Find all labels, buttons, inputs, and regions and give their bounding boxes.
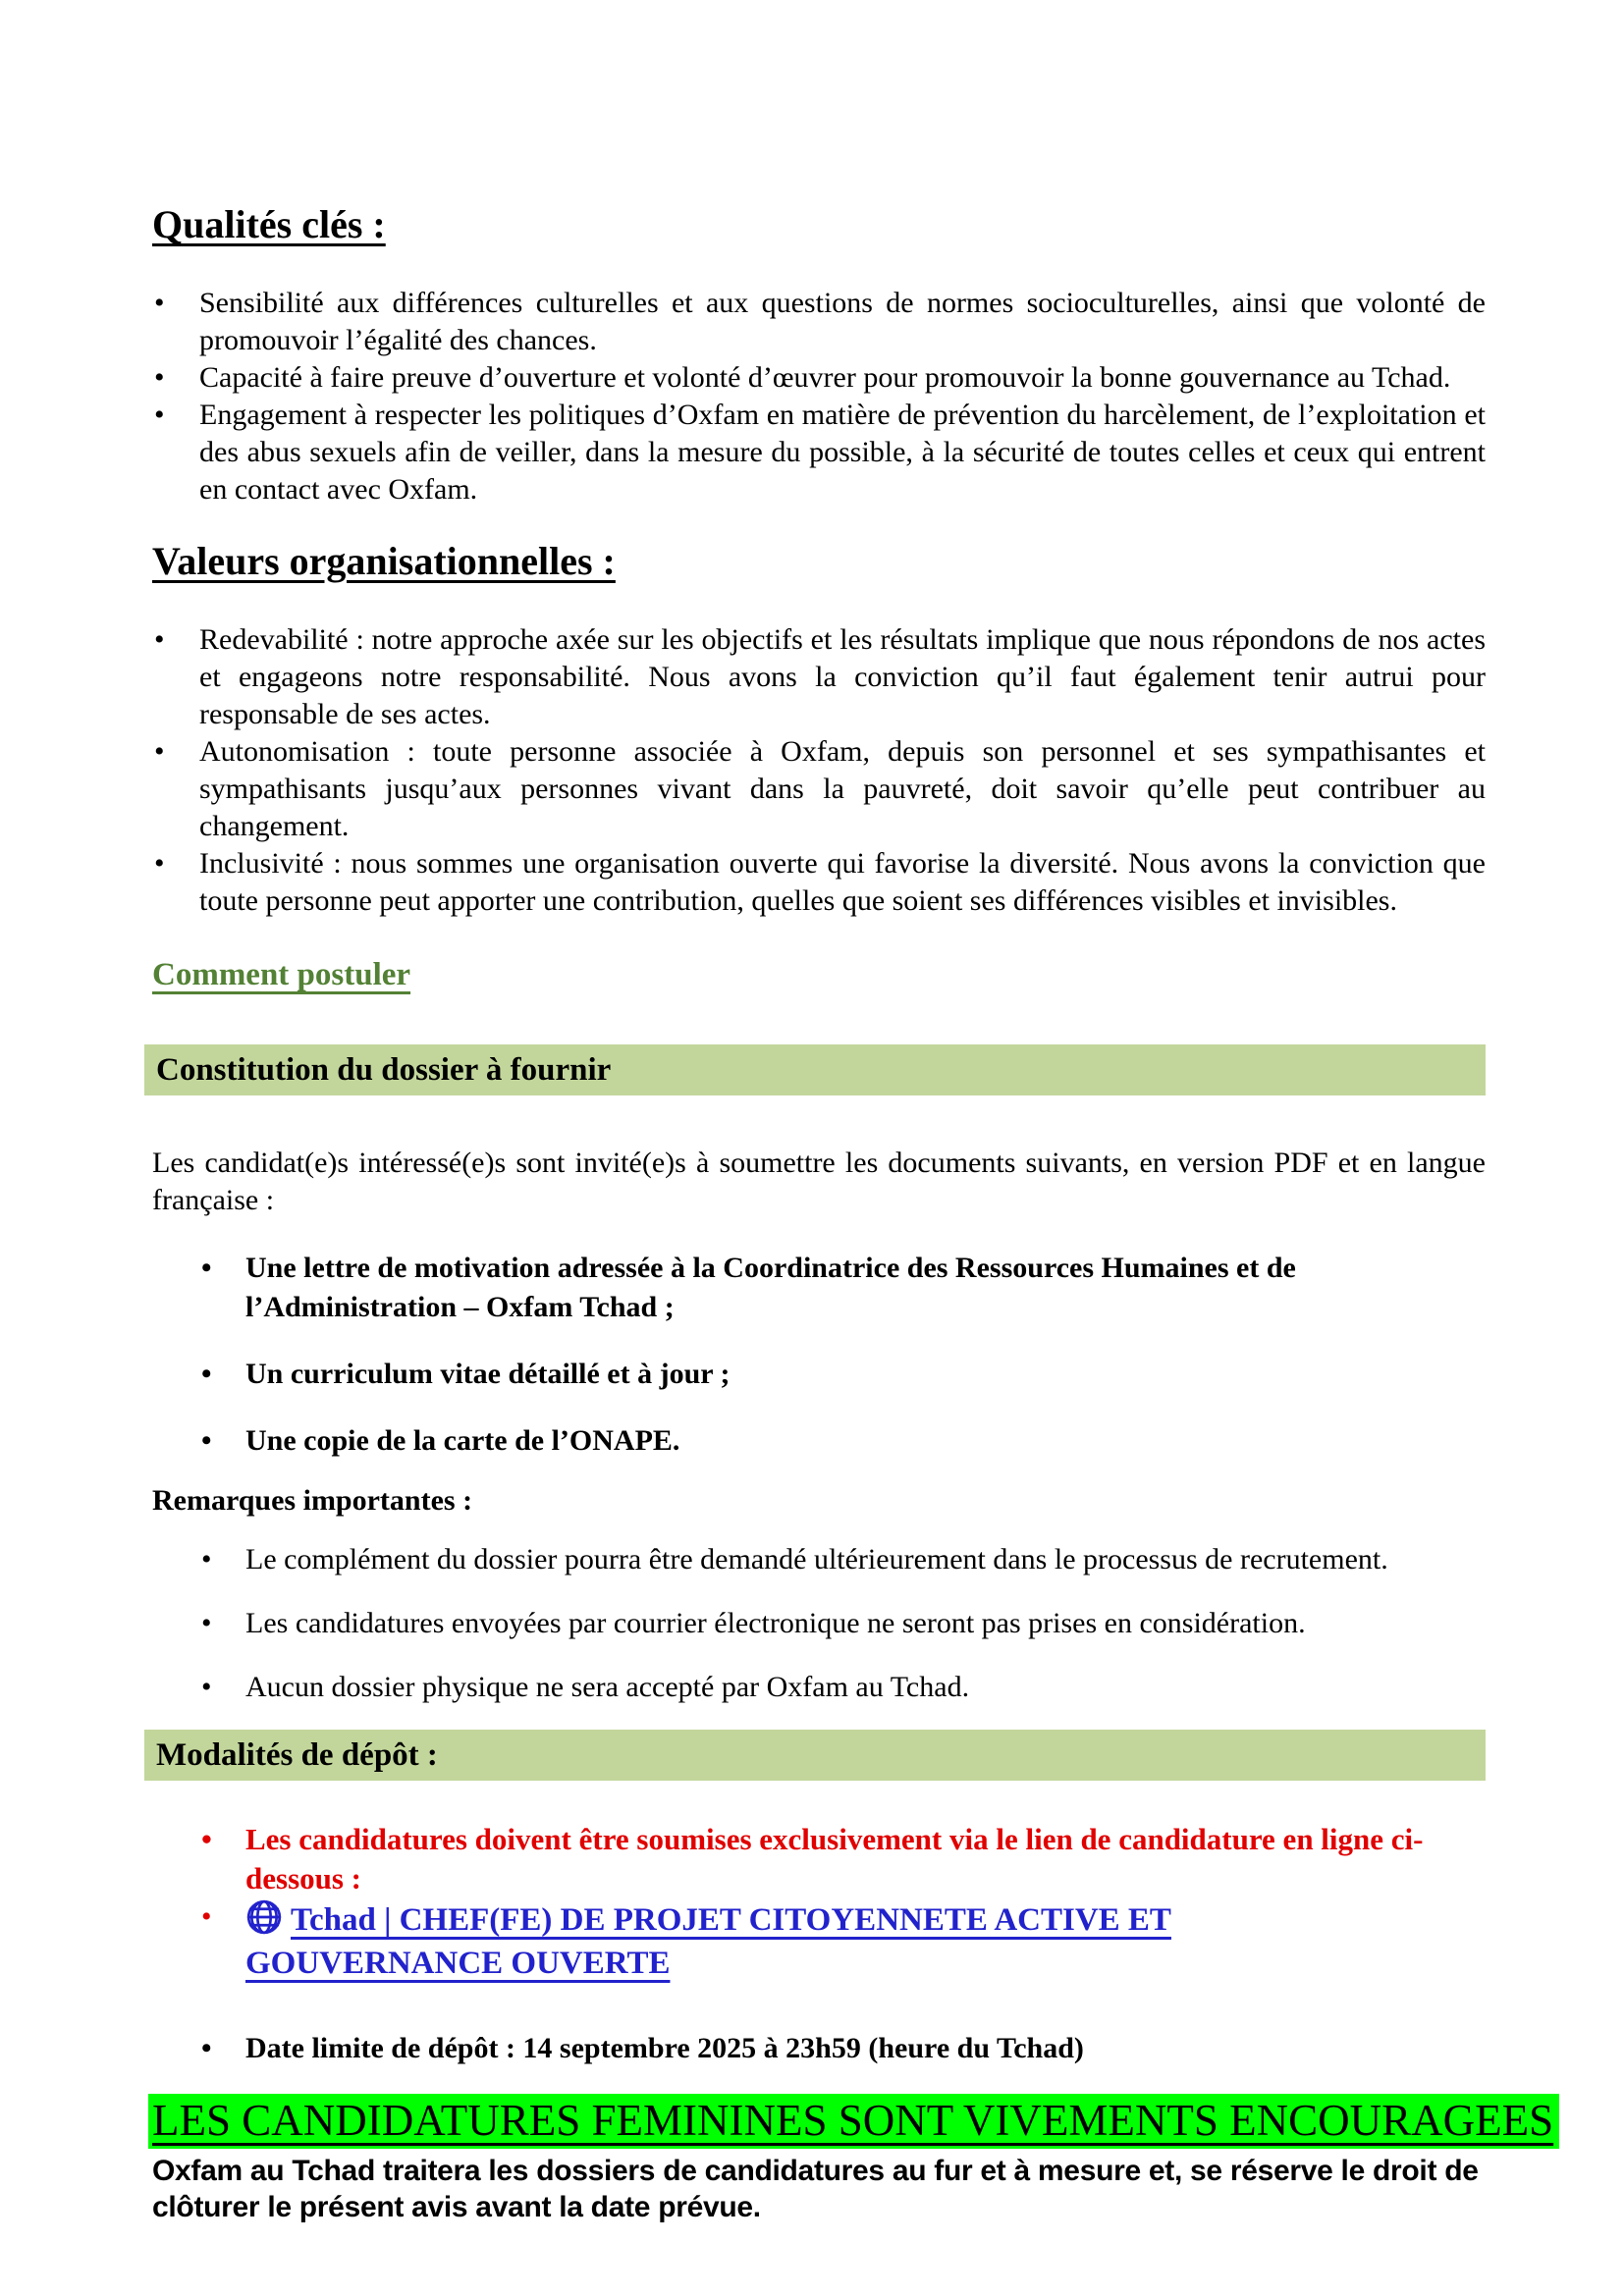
globe-icon — [245, 1898, 283, 1936]
valeurs-list — [152, 621, 1486, 920]
application-link[interactable] — [245, 1898, 1384, 1985]
constitution-header: Constitution du dossier à fournir — [144, 1044, 1486, 1095]
list-item: • Inclusivité : nous sommes une organisation ouverte qui favorise la diversité. Nous avons la conviction que toute personne peut apporter une contribution, quelles que soient ses différences visibles et invisibles. — [152, 845, 1486, 920]
encouragement-banner: LES CANDIDATURES FEMININES SONT VIVEMENTS ENCOURAGEES — [148, 2094, 1559, 2149]
qualites-list — [152, 285, 1486, 508]
list-item: • Un curriculum vitae détaillé et à jour ; — [201, 1355, 1404, 1394]
section-title-valeurs: Valeurs organisationnelles : — [152, 539, 616, 583]
modalites-list — [152, 1820, 1486, 2067]
list-item: • Une lettre de motivation adressée à la Coordinatrice des Ressources Humaines et de l’Administration – Oxfam Tchad ; — [201, 1249, 1404, 1327]
list-item: • Sensibilité aux différences culturelles et aux questions de normes socioculturelles, ainsi que volonté de promouvoir l’égalité des chances. — [152, 285, 1486, 359]
list-item: • Capacité à faire preuve d’ouverture et volonté d’œuvrer pour promouvoir la bonne gouvernance au Tchad. — [152, 359, 1486, 397]
constitution-intro: Les candidat(e)s intéressé(e)s sont invité(e)s à soumettre les documents suivants, en version PDF et en langue française : — [152, 1147, 1486, 1216]
list-item: • Redevabilité : notre approche axée sur les objectifs et les résultats implique que nous répondons de nos actes et engageons notre responsabilité. Nous avons la conviction qu’il faut également tenir autrui pour responsable de ses actes. — [152, 621, 1486, 733]
list-item: • Engagement à respecter les politiques d’Oxfam en matière de prévention du harcèlement, de l’exploitation et des abus sexuels afin de veiller, dans la mesure du possible, à la sécurité de toutes celles et ceux qui entrent en contact avec Oxfam. — [152, 397, 1486, 508]
list-item: • Le complément du dossier pourra être demandé ultérieurement dans le processus de recrutement. — [201, 1541, 1486, 1578]
online-only-warning: • Les candidatures doivent être soumises exclusivement via le lien de candidature en ligne ci-dessous : — [201, 1820, 1434, 1898]
closing-note: Oxfam au Tchad traitera les dossiers de candidatures au fur et à mesure et, se réserve le droit de clôturer le présent avis avant la date prévue. — [152, 2155, 1479, 2223]
encouragement-banner-row — [148, 2094, 1554, 2149]
section-title-qualites: Qualités clés : — [152, 202, 386, 246]
list-item: • Aucun dossier physique ne sera accepté par Oxfam au Tchad. — [201, 1669, 1486, 1706]
comment-postuler-link[interactable]: Comment postuler — [152, 957, 411, 992]
list-item: • Une copie de la carte de l’ONAPE. — [201, 1421, 1404, 1461]
list-item: • Autonomisation : toute personne associée à Oxfam, depuis son personnel et ses sympathisantes et sympathisants jusqu’aux personnes vivant dans la pauvreté, doit savoir qu’elle peut contribuer au changement. — [152, 733, 1486, 845]
deadline-item: • Date limite de dépôt : 14 septembre 2025 à 23h59 (heure du Tchad) — [201, 2030, 1486, 2067]
remarques-list — [152, 1541, 1486, 1706]
documents-list — [152, 1249, 1486, 1461]
modalites-header: Modalités de dépôt : — [144, 1730, 1486, 1781]
application-link-row — [201, 1898, 1486, 1985]
application-link-label: Tchad | CHEF(FE) DE PROJET CITOYENNETE ACTIVE ET GOUVERNANCE OUVERTE — [245, 1902, 1171, 1981]
list-item: • Les candidatures envoyées par courrier électronique ne seront pas prises en considération. — [201, 1605, 1486, 1642]
remarques-title: Remarques importantes : — [152, 1484, 473, 1517]
comment-postuler-row — [152, 955, 1486, 995]
